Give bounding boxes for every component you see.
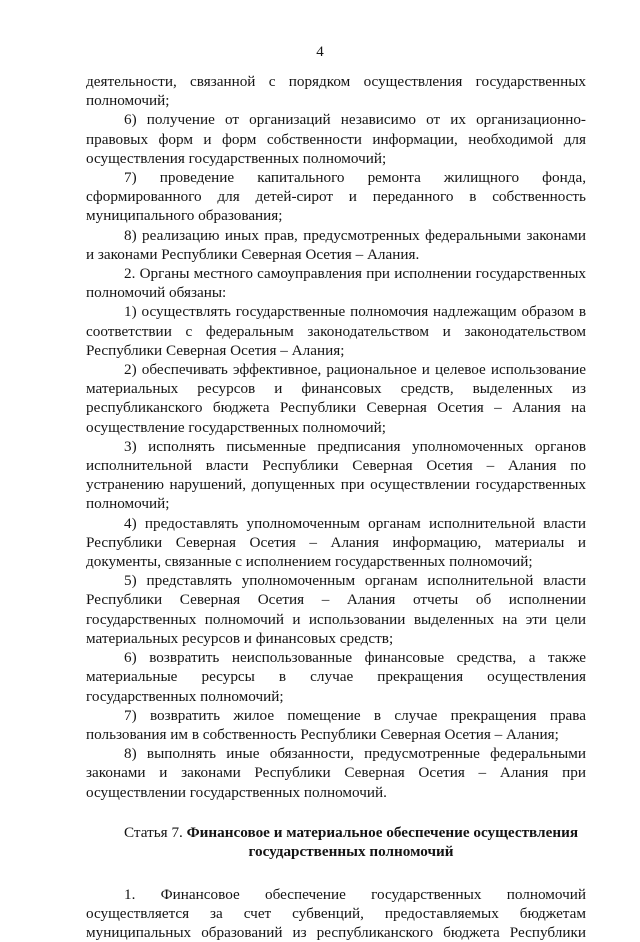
article-lead: Статья 7. [124,823,183,841]
paragraph: 4) предоставлять уполномоченным органам исполнительной власти Республики Северная Осетия – Алания информацию, материалы и документы, связанные с исполнением государственных полномочий; [86,514,586,571]
paragraph: 3) исполнять письменные предписания уполномоченных органов исполнительной власти Республики Северная Осетия – Алания по устранению нарушений, допущенных при осуществлении государственных полномочий; [86,437,586,513]
article-title-line1: Финансовое и материальное обеспечение осуществления [186,823,579,841]
paragraph: 2) обеспечивать эффективное, рациональное и целевое использование материальных ресурсов и финансовых средств, выделенных из республиканского бюджета Республики Северная Осетия – Алания на осуществление государственных полномочий; [86,361,586,436]
article-title-line2: государственных полномочий [248,842,454,860]
paragraph: 1) осуществлять государственные полномочия надлежащим образом в соответствии с федеральным законодательством и законодательством Республики Северная Осетия – Алания; [86,303,586,359]
paragraph: 2. Органы местного самоуправления при исполнении государственных полномочий обязаны: [86,265,586,302]
paragraph: 8) выполнять иные обязанности, предусмотренные федеральными законами и законами Республики Северная Осетия – Алания при осуществлении государственных полномочий. [86,745,586,801]
paragraph: 7) возвратить жилое помещение в случае прекращения права пользования им в собственность Республики Северная Осетия – Алания; [86,706,586,743]
article-heading [86,823,586,861]
paragraph: 7) проведение капитального ремонта жилищного фонда, сформированного для детей-сирот и переданного в собственность муниципального образования; [86,169,586,225]
paragraph: деятельности, связанной с порядком осуществления государственных полномочий; [86,73,586,110]
paragraph: 1. Финансовое обеспечение государственных полномочий осуществляется за счет субвенций, предоставляемых бюджетам муниципальных образований из республиканского бюджета Республики [86,885,586,942]
document-body [86,72,586,942]
paragraph: 8) реализацию иных прав, предусмотренных федеральными законами и законами Республики Северная Осетия – Алания. [86,226,586,263]
paragraph: 6) возвратить неиспользованные финансовые средства, а также материальные ресурсы в случае прекращения осуществления государственных полномочий; [86,649,586,705]
paragraph: 5) представлять уполномоченным органам исполнительной власти Республики Северная Осетия – Алания отчеты об исполнении государственных полномочий и использовании выделенных на эти цели материальных ресурсов и финансовых средств; [86,572,586,647]
paragraph: 6) получение от организаций независимо от их организационно-правовых форм и форм собственности информации, необходимой для осуществления государственных полномочий; [86,111,586,167]
page-number: 4 [316,44,324,60]
